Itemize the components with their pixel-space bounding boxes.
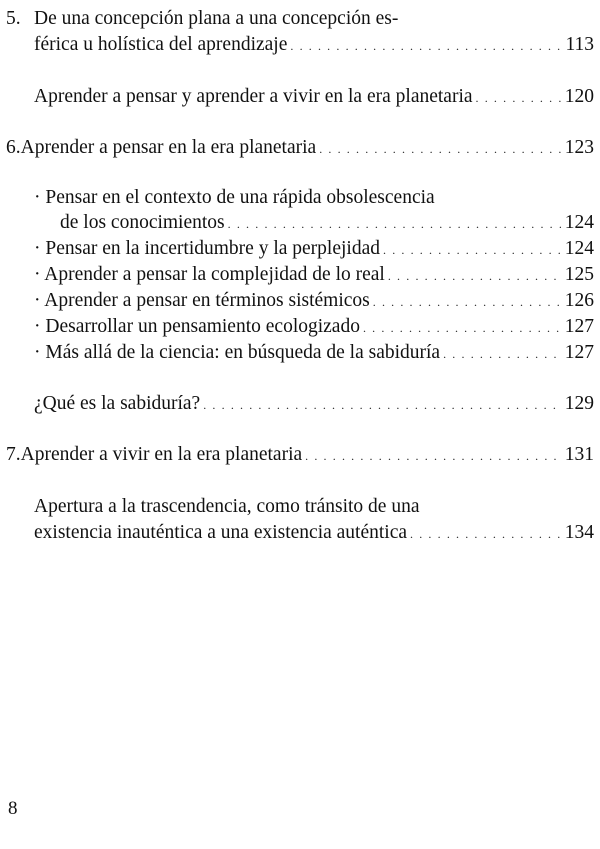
toc-entry-title: · Pensar en el contexto de una rápida obsolescencia: [34, 187, 435, 208]
toc-page-number: 125: [564, 264, 594, 285]
toc-bullet: [34, 237, 594, 262]
toc-entry-title: Aprender a vivir en la era planetaria: [20, 444, 303, 465]
toc-page-number: 127: [564, 342, 594, 363]
toc-bullet: [34, 315, 594, 340]
dot-leader: [410, 522, 561, 546]
toc-entry-title: · Desarrollar un pensamiento ecologizado: [34, 316, 360, 337]
toc-bullet-line1: [34, 186, 594, 210]
toc-entry-title: · Pensar en la incertidumbre y la perplejidad: [34, 238, 380, 259]
toc-entry-number: 5.: [6, 8, 21, 29]
toc-subentry-line1: [34, 495, 594, 519]
toc-subentry-line2: [34, 521, 594, 546]
dot-leader: [383, 238, 561, 262]
toc-bullet: [34, 263, 594, 288]
toc-bullet-line2: [60, 211, 594, 236]
toc-subentry: [34, 392, 594, 417]
toc-entry-title: · Aprender a pensar en términos sistémicos: [34, 290, 370, 311]
toc-entry-7: [6, 443, 594, 468]
dot-leader: [290, 34, 561, 58]
dot-leader: [228, 212, 561, 236]
toc-page-number: 129: [564, 393, 594, 414]
toc-bullet: [34, 341, 594, 366]
toc-subentry: [34, 85, 594, 110]
toc-entry-number: 7.: [6, 444, 21, 465]
dot-leader: [363, 316, 561, 340]
toc-page-number: 131: [564, 444, 594, 465]
toc-entry-title-continued: de los conocimientos: [60, 212, 225, 233]
toc-page-number: 126: [564, 290, 594, 311]
toc-entry-title: · Más allá de la ciencia: en búsqueda de la sabiduría: [34, 342, 441, 363]
toc-entry-title-continued: existencia inauténtica a una existencia auténtica: [34, 522, 408, 543]
toc-entry-title: ¿Qué es la sabiduría?: [34, 393, 201, 414]
toc-bullet: [34, 289, 594, 314]
dot-leader: [388, 264, 561, 288]
page-folio: 8: [8, 798, 18, 819]
toc-page-number: 124: [564, 212, 594, 233]
toc-entry-title: Aprender a pensar en la era planetaria: [20, 137, 317, 158]
toc-page-number: 134: [564, 522, 594, 543]
dot-leader: [373, 290, 561, 314]
toc-entry-title: · Aprender a pensar la complejidad de lo real: [34, 264, 385, 285]
dot-leader: [476, 86, 561, 110]
dot-leader: [319, 137, 561, 161]
toc-page-number: 127: [564, 316, 594, 337]
dot-leader: [305, 444, 561, 468]
toc-page-number: 113: [565, 34, 594, 55]
toc-entry-title-continued: férica u holística del aprendizaje: [34, 34, 288, 55]
dot-leader: [203, 393, 561, 417]
toc-entry-5-line2: [34, 33, 594, 58]
toc-entry-title: Aprender a pensar y aprender a vivir en la era planetaria: [34, 86, 473, 107]
toc-entry-number: 6.: [6, 137, 21, 158]
toc-page-number: 124: [564, 238, 594, 259]
toc-entry-title: De una concepción plana a una concepción es-: [34, 8, 399, 29]
dot-leader: [443, 342, 561, 366]
toc-entry-title: Apertura a la trascendencia, como tránsito de una: [34, 496, 420, 517]
toc-entry-5-line1: [6, 7, 594, 31]
toc-page-number: 123: [564, 137, 594, 158]
toc-page-number: 120: [564, 86, 594, 107]
toc-entry-6: [6, 136, 594, 161]
